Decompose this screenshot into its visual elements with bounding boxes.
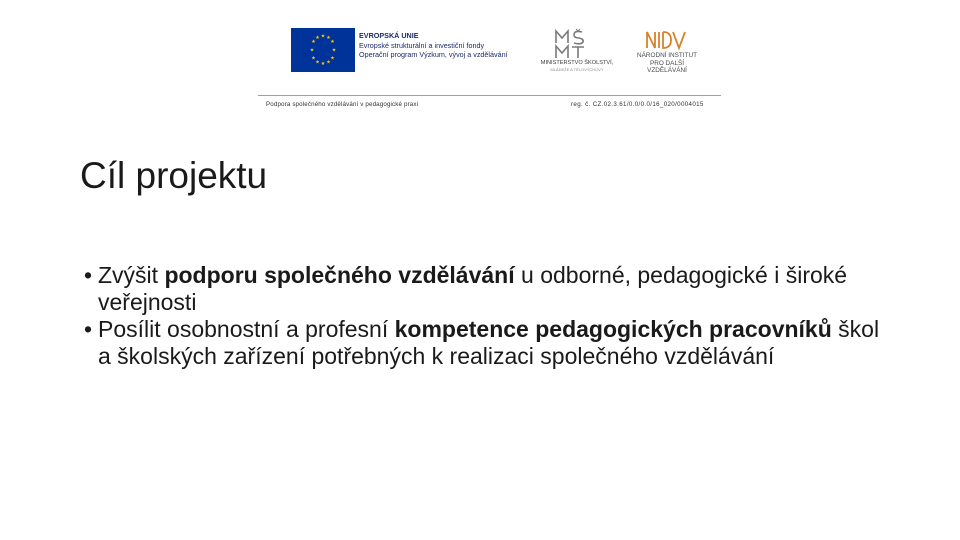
msmt-logo-text — [536, 60, 618, 73]
svg-text:★: ★ — [315, 35, 320, 41]
project-name: Podpora společného vzdělávání v pedagogické praxi — [266, 101, 419, 108]
nidv-logo-mark — [644, 26, 688, 52]
nidv-logo-line2: PRO DALŠÍ — [649, 59, 685, 67]
msmt-logo-line2: MLÁDEŽE A TĚLOVÝCHOVY — [550, 66, 604, 72]
bullet-item — [84, 316, 884, 370]
bullet-emphasis: podporu společného vzdělávání — [164, 262, 515, 288]
svg-text:★: ★ — [311, 55, 316, 62]
svg-text:★: ★ — [331, 47, 337, 54]
eu-logo-line1: EVROPSKÁ UNIE — [359, 31, 419, 40]
header-divider — [258, 95, 721, 96]
nidv-logo — [628, 26, 706, 74]
nidv-logo-line1: NÁRODNÍ INSTITUT — [637, 52, 697, 59]
eu-logo — [291, 28, 523, 74]
bullet-marker: • — [84, 316, 93, 342]
svg-text:★: ★ — [311, 39, 316, 45]
registration-number: reg. č. CZ.02.3.61/0.0/0.0/16_020/0004015 — [571, 101, 704, 108]
svg-text:★: ★ — [315, 59, 320, 66]
svg-text:★: ★ — [309, 47, 315, 54]
eu-logo-line2: Evropské strukturální a investiční fondy — [359, 40, 485, 50]
bullet-emphasis: kompetence pedagogických pracovníků — [394, 316, 832, 342]
bullet-text: u odborné, pedagogické i široké veřejnosti — [98, 262, 848, 315]
msmt-logo-line1: MINISTERSTVO ŠKOLSTVÍ, — [540, 60, 614, 66]
svg-text:★: ★ — [330, 55, 335, 62]
msmt-logo — [536, 28, 618, 74]
bullet-list — [84, 262, 884, 370]
svg-text:★: ★ — [326, 35, 331, 41]
bullet-item — [84, 262, 884, 316]
bullet-text: Zvýšit — [98, 262, 165, 288]
bullet-marker: • — [84, 262, 93, 288]
msmt-logo-mark — [552, 28, 598, 60]
svg-text:★: ★ — [326, 59, 331, 66]
eu-flag-icon — [291, 28, 355, 72]
nidv-logo-line3: VZDĚLÁVÁNÍ — [647, 67, 687, 75]
eu-logo-text — [359, 31, 508, 60]
slide-title: Cíl projektu — [80, 155, 268, 196]
nidv-logo-text — [628, 52, 706, 75]
svg-text:★: ★ — [330, 39, 335, 45]
svg-text:★: ★ — [320, 33, 326, 40]
bullet-text: Posílit osobnostní a profesní — [98, 316, 395, 342]
eu-logo-line3: Operační program Výzkum, vývoj a vzdělávání — [359, 50, 508, 59]
svg-text:★: ★ — [320, 61, 326, 67]
bullet-text: škol a školských zařízení potřebných k realizaci společného vzdělávání — [98, 316, 880, 369]
